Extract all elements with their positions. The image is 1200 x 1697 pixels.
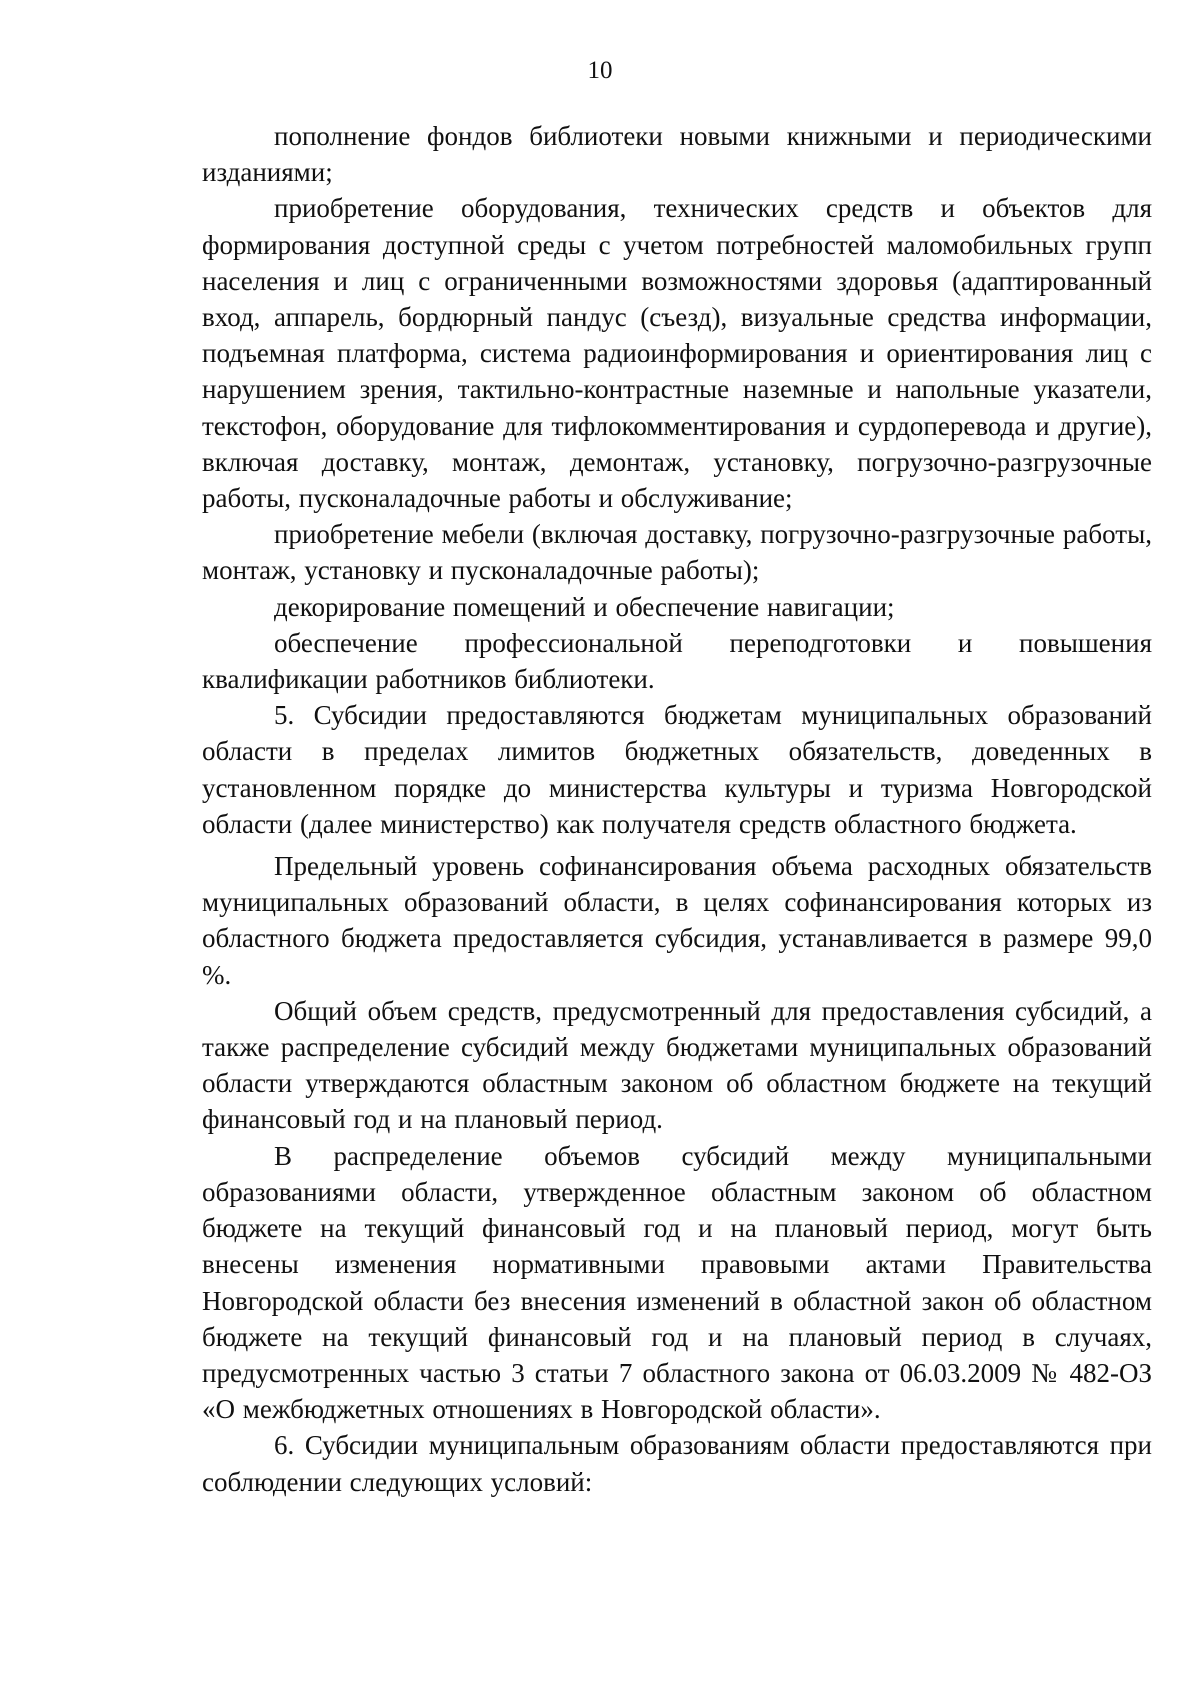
paragraph-distribution-changes: В распределение объемов субсидий между муниципальными образованиями области, утвержденное областным законом об областном бюджете на текущий финансовый год и на плановый период, могут быть внесены изменения нормативными правовыми актами Правительства Новгородской области без внесения изменений в областной закон об областном бюджете на текущий финансовый год и на плановый период в случаях, предусмотренных частью 3 статьи 7 областного закона от 06.03.2009 № 482-ОЗ «О межбюджетных отношениях в Новгородской области». [202,1140,1152,1425]
paragraph-staff-training: обеспечение профессиональной переподготовки и повышения квалификации работников библиотеки. [202,627,1152,695]
page-number: 10 [587,57,613,84]
paragraph-section-6: 6. Субсидии муниципальным образованиям области предоставляются при соблюдении следующих условий: [202,1430,1152,1497]
paragraph-fund-replenishment: пополнение фондов библиотеки новыми книжными и периодическими изданиями; [202,121,1152,188]
document-body [202,118,1152,1500]
paragraph-equipment-purchase: приобретение оборудования, технических средств и объектов для формирования доступной среды с учетом потребностей маломобильных групп населения и лиц с ограниченными возможностями здоровья (адаптированный вход, аппарель, бордюрный пандус (съезд), визуальные средства информации, подъемная платформа, система радиоинформирования и ориентирования лиц с нарушением зрения, тактильно-контрастные наземные и напольные указатели, текстофон, оборудование для тифлокомментирования и сурдоперевода и другие), включая доставку, монтаж, демонтаж, установку, погрузочно-разгрузочные работы, пусконаладочные работы и обслуживание; [202,193,1152,514]
paragraph-cofinancing-level: Предельный уровень софинансирования объема расходных обязательств муниципальных образований области, в целях софинансирования которых из областного бюджета предоставляется субсидия, устанавливается в размере 99,0 %. [202,851,1152,990]
paragraph-furniture-purchase: приобретение мебели (включая доставку, погрузочно-разгрузочные работы, монтаж, установку и пусконаладочные работы); [202,519,1152,586]
paragraph-section-5: 5. Субсидии предоставляются бюджетам муниципальных образований области в пределах лимитов бюджетных обязательств, доведенных в установленном порядке до министерства культуры и туризма Новгородской области (далее министерство) как получателя средств областного бюджета. [202,700,1152,839]
paragraph-total-volume: Общий объем средств, предусмотренный для предоставления субсидий, а также распределение субсидий между бюджетами муниципальных образований области утверждаются областным законом об областном бюджете на текущий финансовый год и на плановый период. [202,995,1152,1135]
paragraph-decoration: декорирование помещений и обеспечение навигации; [274,591,895,622]
